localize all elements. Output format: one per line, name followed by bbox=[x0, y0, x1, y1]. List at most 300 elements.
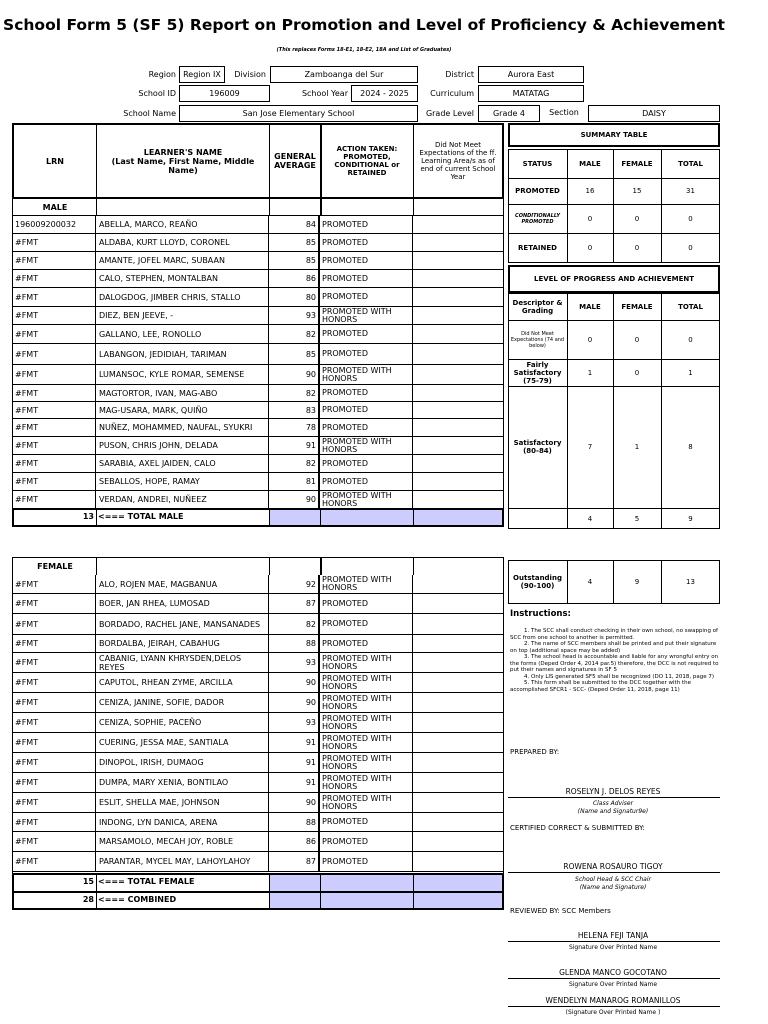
female-table-row bbox=[13, 773, 503, 793]
head-name: ROWENA ROSAURO TIGOY bbox=[563, 862, 663, 871]
learner-name-cell: DUMPA, MARY XENIA, BONTILAO bbox=[97, 773, 269, 792]
row-left-border bbox=[12, 575, 13, 594]
progress-fairly-total: 1 bbox=[688, 368, 693, 377]
learner-name-cell: GALLANO, LEE, RONOLLO bbox=[97, 325, 269, 343]
row-right-border bbox=[503, 575, 504, 594]
section-field[interactable]: DAISY bbox=[588, 105, 720, 122]
row-right-border bbox=[503, 793, 504, 813]
learner-name-cell: INDONG, LYN DANICA, ARENA bbox=[97, 813, 269, 831]
male-table-row bbox=[13, 365, 503, 385]
female-table-row bbox=[13, 793, 503, 813]
did-not-meet-cell[interactable] bbox=[414, 437, 503, 454]
progress-out-female: 9 bbox=[634, 578, 640, 586]
general-average-cell: 86 bbox=[270, 270, 320, 287]
learner-name-cell: CALO, STEPHEN, MONTALBAN bbox=[97, 270, 269, 287]
general-average-cell: 83 bbox=[270, 402, 320, 418]
action-taken-cell: PROMOTED bbox=[321, 614, 413, 634]
general-average-cell: 85 bbox=[270, 234, 320, 251]
summary-conditional-total: 0 bbox=[688, 214, 693, 223]
male-table-row bbox=[13, 419, 503, 437]
learner-name-cell: MAGTORTOR, IVAN, MAG-ABO bbox=[97, 385, 269, 401]
row-left-border bbox=[12, 252, 13, 270]
row-right-border bbox=[503, 713, 504, 733]
certified-label: CERTIFIED CORRECT & SUBMITTED BY: bbox=[510, 824, 645, 832]
summary-promoted-total: 31 bbox=[686, 187, 695, 195]
row-left-border bbox=[12, 234, 13, 252]
summary-head-total: TOTAL bbox=[678, 159, 703, 168]
school-name-field[interactable]: San Jose Elementary School bbox=[179, 105, 418, 122]
summary-retained-total: 0 bbox=[688, 244, 693, 252]
female-table-row bbox=[13, 635, 503, 653]
action-taken-cell: PROMOTED bbox=[321, 216, 413, 233]
col-average: GENERAL AVERAGE bbox=[274, 152, 316, 170]
action-taken-cell: PROMOTED bbox=[321, 325, 413, 343]
progress-row4-total: 9 bbox=[688, 514, 693, 523]
row-left-border bbox=[12, 813, 13, 832]
progress-desc-did-not-meet: Did Not Meet Expectations (74 and below) bbox=[510, 330, 565, 349]
learner-name-cell: CENIZA, SOPHIE, PACEÑO bbox=[97, 713, 269, 732]
general-average-cell: 93 bbox=[270, 307, 320, 324]
row-right-border bbox=[503, 216, 504, 234]
progress-title: LEVEL OF PROGRESS AND ACHIEVEMENT bbox=[533, 275, 694, 283]
lrn-cell: #FMT bbox=[13, 614, 96, 634]
female-table-row bbox=[13, 693, 503, 713]
learner-name-cell: VERDAN, ANDREI, NUÑEEZ bbox=[97, 491, 269, 508]
action-taken-cell: PROMOTED WITH HONORS bbox=[321, 307, 413, 324]
summary-conditional-female: 0 bbox=[634, 214, 640, 223]
row-right-border bbox=[503, 614, 504, 635]
row-left-border bbox=[12, 773, 13, 793]
learner-name-cell: SEBALLOS, HOPE, RAMAY bbox=[97, 473, 269, 490]
general-average-cell: 93 bbox=[270, 713, 320, 732]
row-left-border bbox=[12, 437, 13, 455]
male-table-row bbox=[13, 252, 503, 270]
learner-name-cell: LUMANSOC, KYLE ROMAR, SEMENSE bbox=[97, 365, 269, 384]
page-subtitle: (This replaces Forms 18-E1, 18-E2, 18A and List of Graduates) bbox=[276, 47, 452, 53]
progress-fairly-male: 1 bbox=[587, 368, 593, 377]
row-right-border bbox=[503, 288, 504, 307]
lrn-cell: #FMT bbox=[13, 307, 96, 324]
general-average-cell: 90 bbox=[270, 673, 320, 692]
did-not-meet-cell[interactable] bbox=[414, 852, 503, 871]
action-taken-cell: PROMOTED bbox=[321, 455, 413, 472]
row-left-border bbox=[12, 653, 13, 673]
general-average-cell: 93 bbox=[270, 653, 320, 672]
general-average-cell: 88 bbox=[270, 635, 320, 652]
lrn-cell: #FMT bbox=[13, 419, 96, 436]
lrn-cell: #FMT bbox=[13, 713, 96, 732]
summary-head-male: MALE bbox=[579, 159, 601, 168]
col-action: ACTION TAKEN: PROMOTED, CONDITIONAL or RETAINED bbox=[334, 145, 400, 177]
lrn-cell: #FMT bbox=[13, 234, 96, 251]
combined-fill bbox=[270, 893, 502, 908]
action-taken-cell: PROMOTED bbox=[321, 344, 413, 364]
instruction-item: 4. Only LIS generated SF5 shall be recognized (DO 11, 2018, page 7) bbox=[524, 673, 714, 680]
row-right-border bbox=[503, 653, 504, 673]
female-table-row bbox=[13, 832, 503, 852]
progress-desc-outstanding: Outstanding (90-100) bbox=[513, 574, 562, 590]
female-table-row bbox=[13, 753, 503, 773]
action-taken-cell: PROMOTED WITH HONORS bbox=[321, 773, 413, 792]
action-taken-cell: PROMOTED bbox=[321, 813, 413, 831]
learner-name-cell: BORDADO, RACHEL JANE, MANSANADES bbox=[97, 614, 269, 634]
row-right-border bbox=[503, 673, 504, 693]
lrn-cell: #FMT bbox=[13, 288, 96, 306]
action-taken-cell: PROMOTED bbox=[321, 473, 413, 490]
row-left-border bbox=[12, 288, 13, 307]
action-taken-cell: PROMOTED bbox=[321, 402, 413, 418]
male-table-row bbox=[13, 325, 503, 344]
row-left-border bbox=[12, 419, 13, 437]
female-table-row bbox=[13, 813, 503, 832]
progress-out-male: 4 bbox=[587, 578, 593, 586]
row-left-border bbox=[12, 614, 13, 635]
did-not-meet-cell[interactable] bbox=[414, 713, 503, 732]
learner-name-cell: DINOPOL, IRISH, DUMAOG bbox=[97, 753, 269, 772]
row-left-border bbox=[12, 307, 13, 325]
row-left-border bbox=[12, 753, 13, 773]
row-right-border bbox=[503, 344, 504, 365]
adviser-name: ROSELYN J. DELOS REYES bbox=[565, 787, 661, 796]
learner-name-cell: AMANTE, JOFEL MARC, SUBAAN bbox=[97, 252, 269, 269]
division-field[interactable]: Zamboanga del Sur bbox=[270, 66, 418, 83]
progress-desc-fairly: Fairly Satisfactory (75-79) bbox=[513, 360, 562, 385]
general-average-cell: 90 bbox=[270, 793, 320, 812]
row-left-border bbox=[12, 491, 13, 509]
summary-status-retained: RETAINED bbox=[518, 244, 557, 252]
action-taken-cell: PROMOTED bbox=[321, 270, 413, 287]
did-not-meet-cell[interactable] bbox=[414, 385, 503, 401]
row-left-border bbox=[12, 594, 13, 614]
did-not-meet-cell[interactable] bbox=[414, 419, 503, 436]
row-right-border bbox=[503, 594, 504, 614]
row-left-border bbox=[12, 473, 13, 491]
row-left-border bbox=[12, 733, 13, 753]
prepared-by-label: PREPARED BY: bbox=[510, 748, 560, 756]
combined-count: 28 bbox=[82, 895, 94, 904]
lrn-cell: #FMT bbox=[13, 673, 96, 692]
general-average-cell: 82 bbox=[270, 455, 320, 472]
did-not-meet-cell[interactable] bbox=[414, 491, 503, 508]
grade-level-label: Grade Level bbox=[425, 109, 474, 118]
general-average-cell: 82 bbox=[270, 614, 320, 634]
progress-sat-male: 7 bbox=[587, 443, 593, 451]
row-right-border bbox=[503, 852, 504, 872]
did-not-meet-cell[interactable] bbox=[414, 234, 503, 251]
col-lrn: LRN bbox=[46, 156, 64, 166]
action-taken-cell: PROMOTED WITH HONORS bbox=[321, 753, 413, 772]
region-label: Region bbox=[148, 70, 176, 79]
did-not-meet-cell[interactable] bbox=[414, 693, 503, 712]
male-table-row bbox=[13, 216, 503, 234]
general-average-cell: 91 bbox=[270, 733, 320, 752]
male-label: MALE bbox=[42, 202, 68, 212]
total-male-label: <=== TOTAL MALE bbox=[98, 512, 184, 521]
lrn-cell: #FMT bbox=[13, 402, 96, 418]
head-sub: (Name and Signature) bbox=[579, 884, 647, 891]
did-not-meet-cell[interactable] bbox=[414, 753, 503, 772]
learner-name-cell: BORDALBA, JEIRAH, CABAHUG bbox=[97, 635, 269, 652]
male-table-row bbox=[13, 270, 503, 288]
row-left-border bbox=[12, 402, 13, 419]
general-average-cell: 90 bbox=[270, 365, 320, 384]
progress-fairly-female: 0 bbox=[634, 368, 640, 377]
summary-status-promoted: PROMOTED bbox=[515, 187, 560, 195]
row-left-border bbox=[12, 673, 13, 693]
action-taken-cell: PROMOTED WITH HONORS bbox=[321, 365, 413, 384]
row-right-border bbox=[503, 635, 504, 653]
male-table-row bbox=[13, 288, 503, 307]
row-left-border bbox=[12, 216, 13, 234]
progress-row4-male: 4 bbox=[587, 514, 593, 523]
action-taken-cell: PROMOTED WITH HONORS bbox=[321, 793, 413, 812]
female-table-row bbox=[13, 713, 503, 733]
summary-status-conditional: CONDITIONALLY PROMOTED bbox=[515, 212, 560, 225]
general-average-cell: 86 bbox=[270, 832, 320, 851]
did-not-meet-cell[interactable] bbox=[414, 270, 503, 287]
general-average-cell: 91 bbox=[270, 773, 320, 792]
school-year-field[interactable]: 2024 - 2025 bbox=[351, 85, 418, 102]
school-name-label: School Name bbox=[123, 109, 176, 118]
male-table-row bbox=[13, 473, 503, 491]
summary-head-female: FEMALE bbox=[621, 159, 653, 168]
did-not-meet-cell[interactable] bbox=[414, 325, 503, 343]
progress-desc-satisfactory: Satisfactory (80-84) bbox=[513, 439, 562, 455]
summary-retained-male: 0 bbox=[587, 244, 593, 252]
action-taken-cell: PROMOTED WITH HONORS bbox=[321, 693, 413, 712]
general-average-cell: 84 bbox=[270, 216, 320, 233]
learner-name-cell: NUÑEZ, MOHAMMED, NAUFAL, SYUKRI bbox=[97, 419, 269, 436]
row-right-border bbox=[503, 365, 504, 385]
page-title: School Form 5 (SF 5) Report on Promotion and Level of Proficiency & Achievement bbox=[3, 16, 725, 34]
general-average-cell: 82 bbox=[270, 325, 320, 343]
member-role: Signature Over Printed Name bbox=[568, 944, 658, 951]
member-name: HELENA FEJI TANJA bbox=[577, 931, 649, 940]
action-taken-cell: PROMOTED bbox=[321, 852, 413, 871]
learner-name-cell: ABELLA, MARCO, REAÑO bbox=[97, 216, 269, 233]
lrn-cell: #FMT bbox=[13, 693, 96, 712]
did-not-meet-cell[interactable] bbox=[414, 288, 503, 306]
did-not-meet-cell[interactable] bbox=[414, 216, 503, 233]
progress-dnm-female: 0 bbox=[634, 335, 640, 344]
district-label: District bbox=[445, 70, 474, 79]
grade-level-field[interactable]: Grade 4 bbox=[478, 105, 540, 122]
female-table-row bbox=[13, 575, 503, 594]
summary-promoted-male: 16 bbox=[585, 187, 595, 195]
did-not-meet-cell[interactable] bbox=[414, 455, 503, 472]
general-average-cell: 90 bbox=[270, 491, 320, 508]
general-average-cell: 91 bbox=[270, 753, 320, 772]
row-left-border bbox=[12, 693, 13, 713]
lrn-cell: #FMT bbox=[13, 385, 96, 401]
lrn-cell: #FMT bbox=[13, 852, 96, 871]
col-did-not-meet: Did Not Meet Expectations of the ff. Learning Area/s as of end of current School Year bbox=[419, 141, 497, 181]
lrn-cell: #FMT bbox=[13, 455, 96, 472]
general-average-cell: 80 bbox=[270, 288, 320, 306]
general-average-cell: 87 bbox=[270, 852, 320, 871]
learner-name-cell: ALO, ROJEN MAE, MAGBANUA bbox=[97, 575, 269, 593]
female-table-row bbox=[13, 852, 503, 872]
male-table-row bbox=[13, 437, 503, 455]
row-right-border bbox=[503, 733, 504, 753]
male-table-row bbox=[13, 455, 503, 473]
instructions-list bbox=[510, 628, 720, 693]
row-right-border bbox=[503, 473, 504, 491]
action-taken-cell: PROMOTED bbox=[321, 419, 413, 436]
progress-head-male: MALE bbox=[579, 302, 601, 311]
action-taken-cell: PROMOTED WITH HONORS bbox=[321, 733, 413, 752]
lrn-cell: #FMT bbox=[13, 344, 96, 364]
progress-sat-female: 1 bbox=[634, 443, 640, 451]
learner-name-cell: PUSON, CHRIS JOHN, DELADA bbox=[97, 437, 269, 454]
general-average-cell: 82 bbox=[270, 385, 320, 401]
action-taken-cell: PROMOTED WITH HONORS bbox=[321, 673, 413, 692]
learner-name-cell: MAG-USARA, MARK, QUIÑO bbox=[97, 402, 269, 418]
row-left-border bbox=[12, 270, 13, 288]
general-average-cell: 92 bbox=[270, 575, 320, 593]
adviser-sub: (Name and Signatur9e) bbox=[577, 808, 649, 815]
instructions-title: Instructions: bbox=[510, 609, 571, 619]
progress-row4-female: 5 bbox=[634, 514, 640, 523]
adviser-role: Class Adviser bbox=[592, 800, 634, 807]
row-right-border bbox=[503, 693, 504, 713]
row-right-border bbox=[503, 419, 504, 437]
instruction-item: 3. The school head is accountable and liable for any wrongful entry on the forms (Deped Order 4, 2014 par.5) therefore, the DCC is not required to put their names and signatures in SF 5 bbox=[510, 654, 719, 673]
action-taken-cell: PROMOTED bbox=[321, 594, 413, 613]
female-table-row bbox=[13, 614, 503, 635]
general-average-cell: 90 bbox=[270, 693, 320, 712]
female-table-row bbox=[13, 733, 503, 753]
learner-name-cell: DALOGDOG, JIMBER CHRIS, STALLO bbox=[97, 288, 269, 306]
lrn-cell: #FMT bbox=[13, 491, 96, 508]
row-right-border bbox=[503, 491, 504, 509]
lrn-cell: #FMT bbox=[13, 832, 96, 851]
action-taken-cell: PROMOTED bbox=[321, 635, 413, 652]
lrn-cell: #FMT bbox=[13, 365, 96, 384]
region-field[interactable]: Region IX bbox=[179, 66, 225, 83]
progress-head-total: TOTAL bbox=[678, 302, 703, 311]
female-table-row bbox=[13, 653, 503, 673]
did-not-meet-cell[interactable] bbox=[414, 402, 503, 418]
learner-name-cell: CAPUTOL, RHEAN ZYME, ARCILLA bbox=[97, 673, 269, 692]
female-table-row bbox=[13, 673, 503, 693]
district-field[interactable]: Aurora East bbox=[478, 66, 584, 83]
lrn-cell: #FMT bbox=[13, 594, 96, 613]
row-right-border bbox=[503, 437, 504, 455]
total-female-label: <=== TOTAL FEMALE bbox=[98, 877, 195, 886]
did-not-meet-cell[interactable] bbox=[414, 673, 503, 692]
learner-name-cell: ESLIT, SHELLA MAE, JOHNSON bbox=[97, 793, 269, 812]
did-not-meet-cell[interactable] bbox=[414, 344, 503, 364]
action-taken-cell: PROMOTED bbox=[321, 385, 413, 401]
male-table-row bbox=[13, 307, 503, 325]
curriculum-label: Curriculum bbox=[430, 89, 474, 98]
learner-name-cell: ALDABA, KURT LLOYD, CORONEL bbox=[97, 234, 269, 251]
lrn-cell: #FMT bbox=[13, 793, 96, 812]
row-right-border bbox=[503, 307, 504, 325]
total-female-fill bbox=[270, 875, 502, 891]
division-label: Division bbox=[234, 70, 266, 79]
action-taken-cell: PROMOTED bbox=[321, 288, 413, 306]
lrn-cell: #FMT bbox=[13, 753, 96, 772]
did-not-meet-cell[interactable] bbox=[414, 653, 503, 672]
row-right-border bbox=[503, 252, 504, 270]
did-not-meet-cell[interactable] bbox=[414, 575, 503, 593]
general-average-cell: 85 bbox=[270, 252, 320, 269]
learner-name-cell: CENIZA, JANINE, SOFIE, DADOR bbox=[97, 693, 269, 712]
action-taken-cell: PROMOTED bbox=[321, 234, 413, 251]
general-average-cell: 87 bbox=[270, 594, 320, 613]
summary-promoted-female: 15 bbox=[632, 187, 642, 195]
row-left-border bbox=[12, 832, 13, 852]
lrn-cell: #FMT bbox=[13, 733, 96, 752]
lrn-cell: #FMT bbox=[13, 813, 96, 831]
did-not-meet-cell[interactable] bbox=[414, 594, 503, 613]
did-not-meet-cell[interactable] bbox=[414, 307, 503, 324]
general-average-cell: 85 bbox=[270, 344, 320, 364]
did-not-meet-cell[interactable] bbox=[414, 832, 503, 851]
row-right-border bbox=[503, 832, 504, 852]
did-not-meet-cell[interactable] bbox=[414, 635, 503, 652]
school-id-label: School ID bbox=[138, 89, 176, 98]
instruction-item: 5. This form shall be submitted to the DCC together with the accomplished SFCR1 - SCC- (Deped Order 11, 2018, page 11) bbox=[510, 680, 691, 693]
school-id-field[interactable]: 196009 bbox=[179, 85, 270, 102]
did-not-meet-cell[interactable] bbox=[414, 773, 503, 792]
total-male-count: 13 bbox=[82, 512, 94, 521]
did-not-meet-cell[interactable] bbox=[414, 473, 503, 490]
row-right-border bbox=[503, 270, 504, 288]
row-right-border bbox=[503, 813, 504, 832]
summary-head-status: STATUS bbox=[522, 159, 553, 168]
male-table-row bbox=[13, 491, 503, 509]
action-taken-cell: PROMOTED WITH HONORS bbox=[321, 491, 413, 508]
progress-sat-total: 8 bbox=[688, 443, 693, 451]
section-label: Section bbox=[549, 108, 579, 117]
head-role: School Head & SCC Chair bbox=[575, 876, 651, 883]
learner-name-cell: LABANGON, JEDIDIAH, TARIMAN bbox=[97, 344, 269, 364]
did-not-meet-cell[interactable] bbox=[414, 252, 503, 269]
action-taken-cell: PROMOTED bbox=[321, 832, 413, 851]
did-not-meet-cell[interactable] bbox=[414, 733, 503, 752]
did-not-meet-cell[interactable] bbox=[414, 793, 503, 812]
lrn-cell: #FMT bbox=[13, 252, 96, 269]
summary-title: SUMMARY TABLE bbox=[580, 131, 648, 139]
action-taken-cell: PROMOTED bbox=[321, 252, 413, 269]
lrn-cell: #FMT bbox=[13, 473, 96, 490]
row-right-border bbox=[503, 402, 504, 419]
progress-head-female: FEMALE bbox=[621, 302, 653, 311]
did-not-meet-cell[interactable] bbox=[414, 365, 503, 384]
row-right-border bbox=[503, 753, 504, 773]
action-taken-cell: PROMOTED WITH HONORS bbox=[321, 713, 413, 732]
summary-conditional-male: 0 bbox=[587, 214, 593, 223]
lrn-cell: #FMT bbox=[13, 635, 96, 652]
reviewed-label: REVIEWED BY: SCC Members bbox=[510, 907, 611, 915]
learner-name-cell: DIEZ, BEN JEEVE, - bbox=[97, 307, 269, 324]
row-left-border bbox=[12, 344, 13, 365]
curriculum-field[interactable]: MATATAG bbox=[478, 85, 584, 102]
general-average-cell: 91 bbox=[270, 437, 320, 454]
male-table-row bbox=[13, 234, 503, 252]
lrn-cell: #FMT bbox=[13, 437, 96, 454]
did-not-meet-cell[interactable] bbox=[414, 813, 503, 831]
did-not-meet-cell[interactable] bbox=[414, 614, 503, 634]
instruction-item: 2. The name of SCC members shall be printed and put their signature on top (additional space may be added) bbox=[510, 641, 717, 654]
member-role: (Signature Over Printed Name ) bbox=[565, 1009, 661, 1016]
row-right-border bbox=[503, 773, 504, 793]
row-left-border bbox=[12, 455, 13, 473]
general-average-cell: 88 bbox=[270, 813, 320, 831]
